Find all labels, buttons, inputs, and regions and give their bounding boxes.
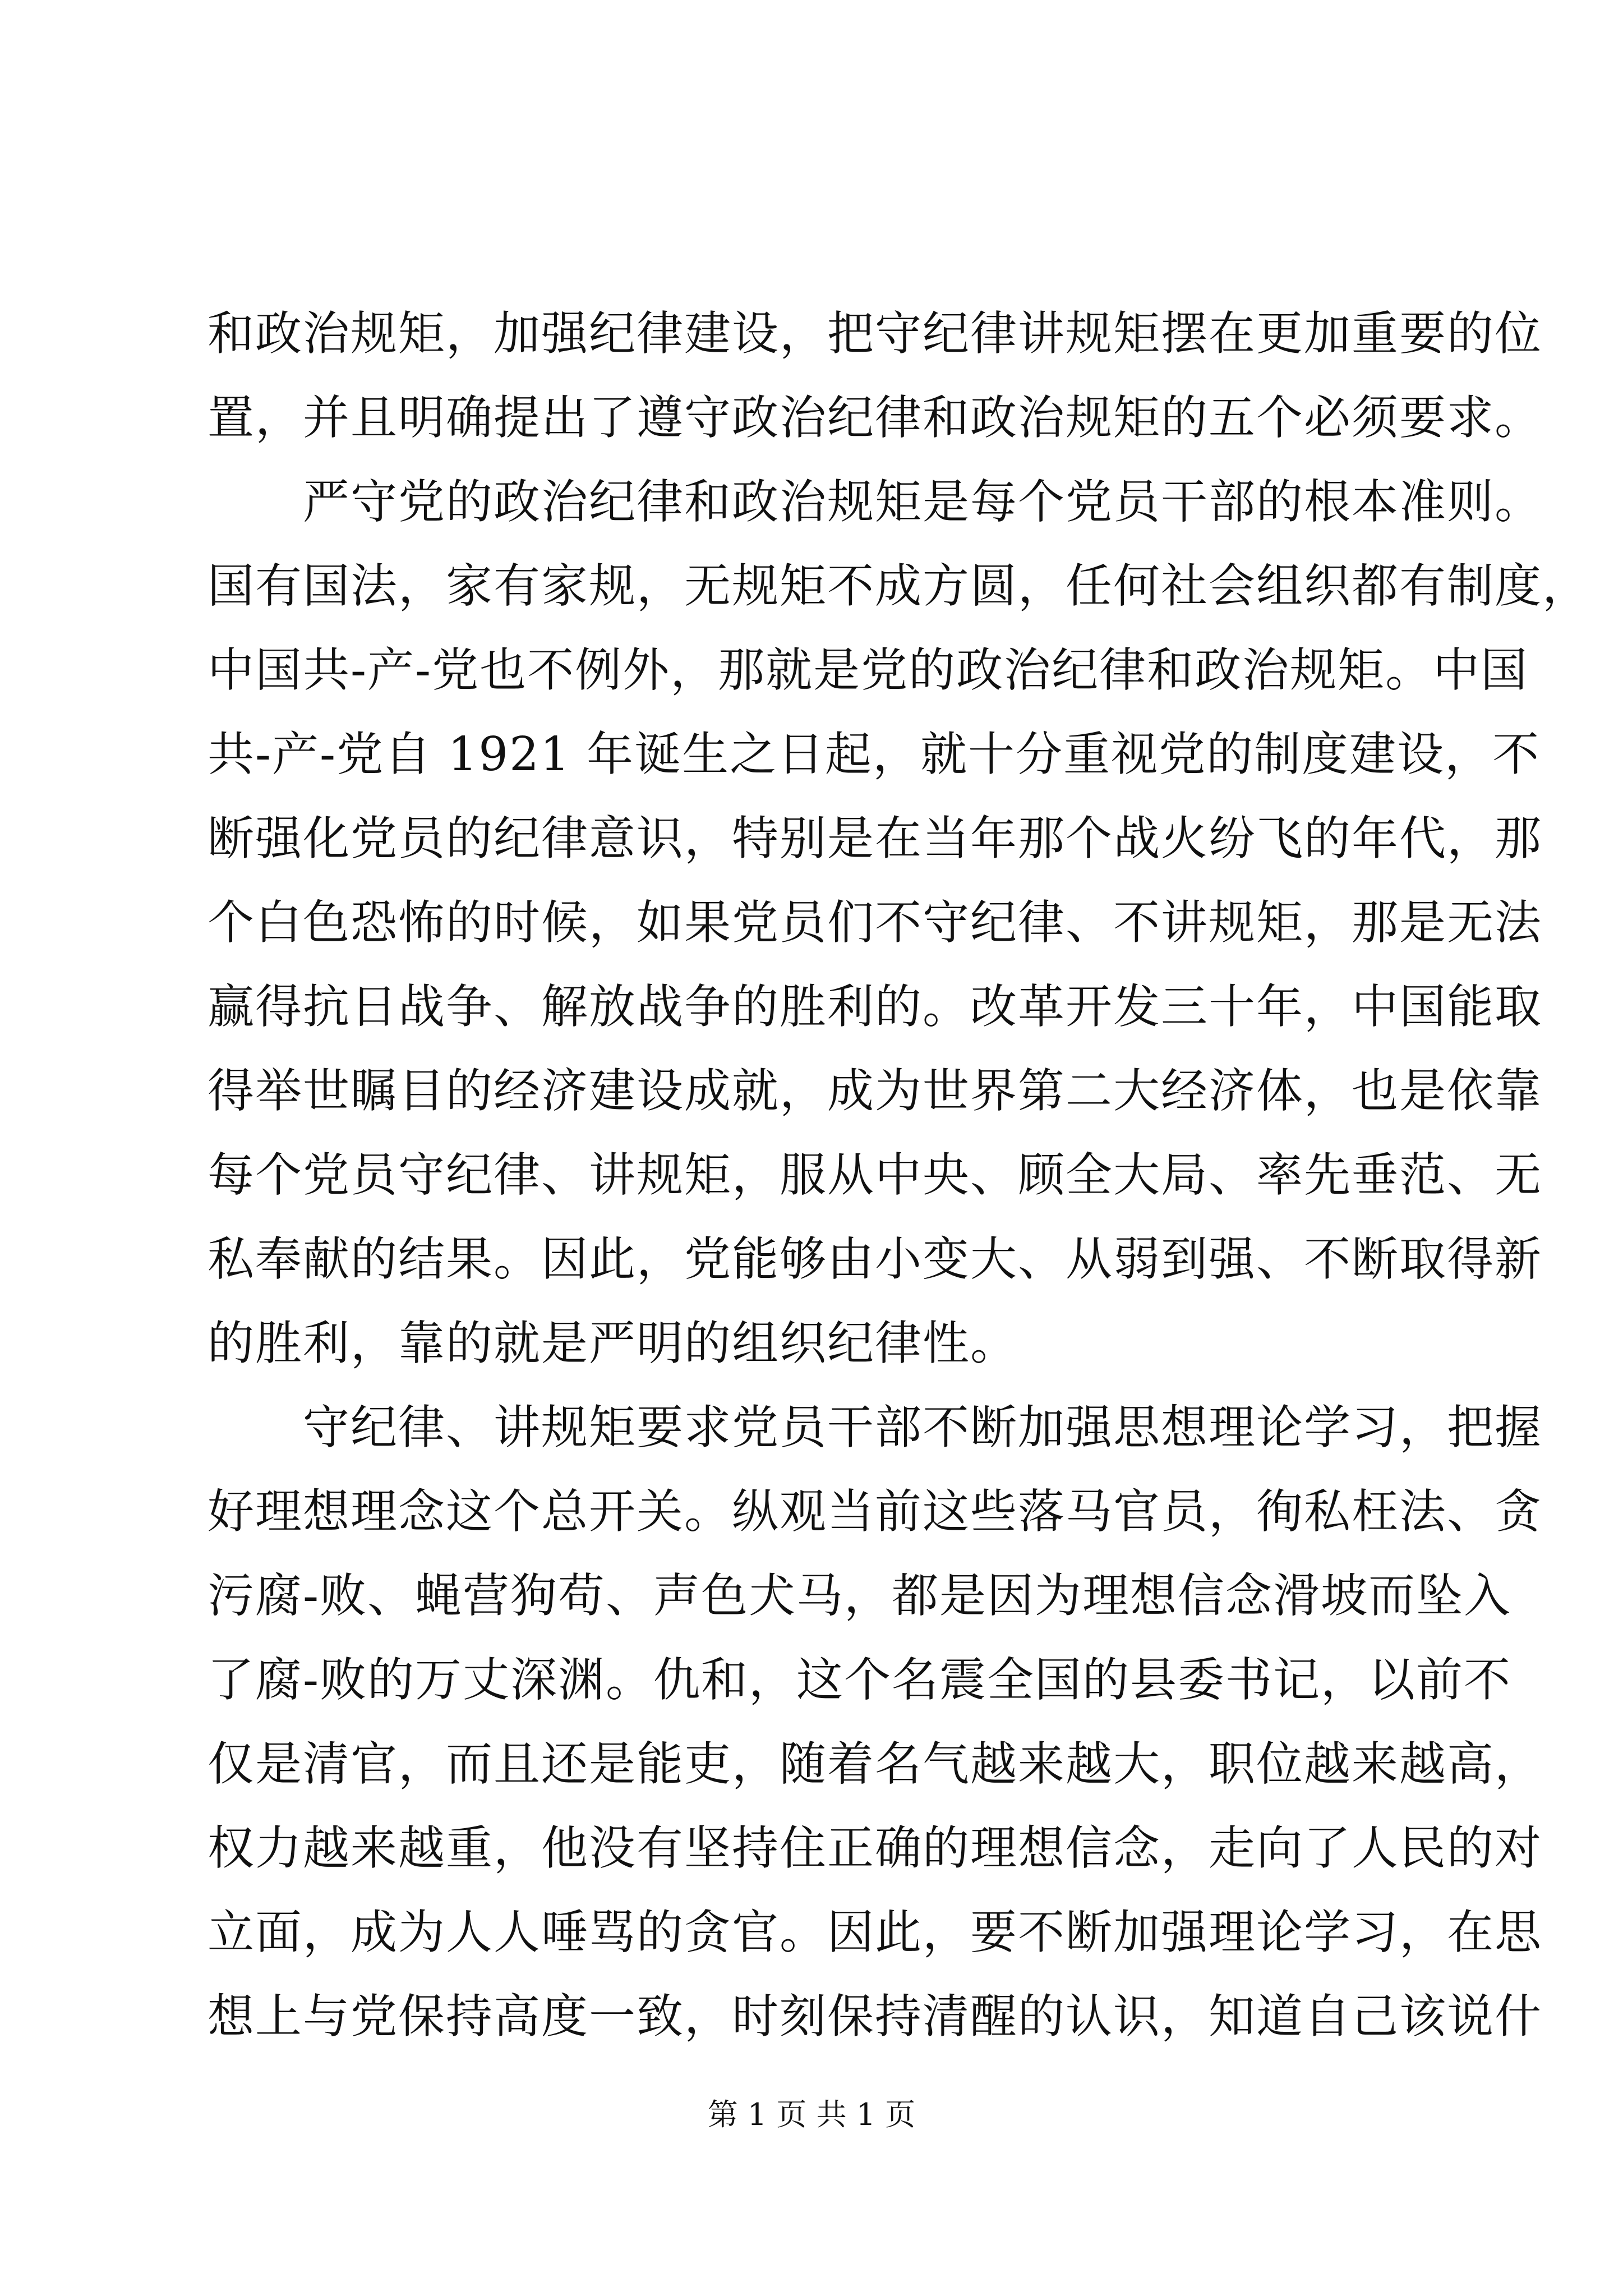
body-text — [208, 292, 1590, 2059]
text-line: 和政治规矩，加强纪律建设，把守纪律讲规矩摆在更加重要的位 — [208, 306, 1542, 361]
text-line: 污腐-败、蝇营狗苟、声色犬马，都是因为理想信念滑坡而坠入 — [208, 1568, 1512, 1623]
text-line: 置，并且明确提出了遵守政治纪律和政治规矩的五个必须要求。 — [208, 390, 1542, 445]
text-line: 好理想理念这个总开关。纵观当前这些落马官员，徇私枉法、贪 — [208, 1484, 1542, 1539]
text-line: 每个党员守纪律、讲规矩，服从中央、顾全大局、率先垂范、无 — [208, 1148, 1542, 1202]
text-line: 立面，成为人人唾骂的贪官。因此，要不断加强理论学习，在思 — [208, 1905, 1542, 1959]
text-line: 权力越来越重，他没有坚持住正确的理想信念，走向了人民的对 — [208, 1821, 1542, 1875]
text-line: 中国共-产-党也不例外，那就是党的政治纪律和政治规矩。中国 — [208, 643, 1529, 697]
text-line: 想上与党保持高度一致，时刻保持清醒的认识，知道自己该说什 — [208, 1989, 1542, 2044]
text-line: 私奉献的结果。因此，党能够由小变大、从弱到强、不断取得新 — [208, 1232, 1542, 1286]
text-line: 得举世瞩目的经济建设成就，成为世界第二大经济体，也是依靠 — [208, 1064, 1542, 1118]
text-line: 赢得抗日战争、解放战争的胜利的。改革开发三十年，中国能取 — [208, 979, 1542, 1034]
text-line: 共-产-党自 1921 年诞生之日起，就十分重视党的制度建设，不 — [208, 727, 1541, 781]
text-line: 了腐-败的万丈深渊。仇和，这个名震全国的县委书记，以前不 — [208, 1653, 1512, 1707]
text-line: 守纪律、讲规矩要求党员干部不断加强思想理论学习，把握 — [208, 1400, 1542, 1455]
page-footer: 第 1 页 共 1 页 — [707, 2097, 916, 2132]
text-line: 的胜利，靠的就是严明的组织纪律性。 — [208, 1316, 1018, 1370]
text-line: 断强化党员的纪律意识，特别是在当年那个战火纷飞的年代，那 — [208, 811, 1542, 866]
text-line: 仅是清官，而且还是能吏，随着名气越来越大，职位越来越高， — [208, 1737, 1542, 1791]
text-line: 国有国法，家有家规，无规矩不成方圆，任何社会组织都有制度， — [208, 559, 1590, 613]
text-line: 个白色恐怖的时候，如果党员们不守纪律、不讲规矩，那是无法 — [208, 895, 1542, 950]
text-line: 严守党的政治纪律和政治规矩是每个党员干部的根本准则。 — [208, 475, 1542, 529]
